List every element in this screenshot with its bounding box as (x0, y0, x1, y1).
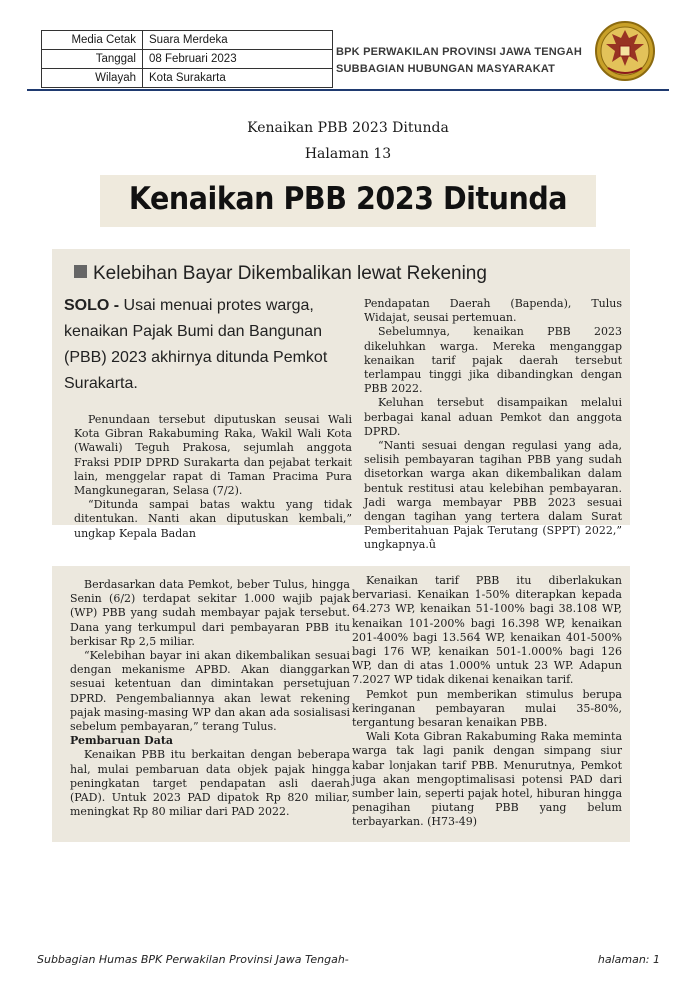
page-reference: Halaman 13 (304, 146, 392, 162)
paragraph: Berdasarkan data Pemkot, beber Tulus, hingga Senin (6/2) terdapat sekitar 1.000 wajib pajak (WP) PBB yang sudah membayar pajak tersebut. Dana yang terkumpul dari pembayaran PBB itu berkisar Rp 2,5 miliar. (70, 578, 350, 648)
paragraph: “Kelebihan bayar ini akan dikembalikan sesuai dengan mekanisme APBD. Akan dianggarkan sesuai ketentuan dan dimintakan persetujuan DPRD. Pengembaliannya akan lewat rekening pajak masing-masing WP dan akan ada sosialisasi sebelum pembayaran,” terang Tulus. (70, 649, 350, 734)
dateline: SOLO - (64, 297, 120, 314)
square-bullet-icon (74, 265, 87, 278)
paragraph: Kenaikan tarif PBB itu diberlakukan bervariasi. Kenaikan 1-50% diterapkan kepada 64.273 WP, kenaikan 51-100% bagi 38.108 WP, kenaikan 101-200% bagi 16.398 WP, kenaikan 201-400% bagi 13.564 WP, kenaikan 401-500% bagi 176 WP, kenaikan 501-1.000% bagi 126 WP, dan di atas 1.000% untuk 23 WP. Adapun 7.2027 WP tidak dikenai kenaikan tarif. (352, 574, 622, 687)
paragraph: “Ditunda sampai batas waktu yang tidak ditentukan. Nanti akan diputuskan kembali,” ungkap Kepala Badan (74, 498, 352, 540)
date-label: Tanggal (42, 50, 143, 69)
paragraph: Keluhan tersebut disampaikan melalui berbagai kanal aduan Pemkot dan anggota DPRD. (364, 396, 622, 438)
header-divider (27, 89, 669, 91)
article-column-2 (364, 297, 622, 553)
date-info-row (42, 50, 333, 69)
region-label: Wilayah (42, 69, 143, 88)
article-clipping-1 (52, 249, 630, 552)
lead-text: Usai menuai protes warga, kenaikan Pajak Bumi dan Bangunan (PBB) 2023 akhirnya ditunda Pemkot Surakarta. (64, 297, 328, 392)
paragraph: “Nanti sesuai dengan regulasi yang ada, selisih pembayaran tagihan PBB yang sudah disetorkan warga akan dikembalikan dalam bentuk restitusi atau kelebihan pembayaran. Jadi warga membayar PBB 2023 sesuai dengan tagihan yang tertera dalam Surat Pemberitahuan Pajak Terutang (SPPT) 2022,” ungkapnya.û (364, 439, 622, 552)
region-value: Kota Surakarta (143, 69, 333, 88)
date-value: 08 Februari 2023 (143, 50, 333, 69)
media-label: Media Cetak (42, 31, 143, 50)
article-clipping-2 (52, 566, 630, 842)
article-column-3 (70, 578, 350, 819)
media-value: Suara Merdeka (143, 31, 333, 50)
subhead-text: Kelebihan Bayar Dikembalikan lewat Rekening (93, 263, 487, 284)
footer-page-number: halaman: 1 (597, 953, 660, 966)
org-line-2: SUBBAGIAN HUBUNGAN MASYARAKAT (336, 63, 556, 75)
paragraph: Sebelumnya, kenaikan PBB 2023 dikeluhkan warga. Mereka menganggap kenaikan tarif pajak daerah tersebut terlampau tinggi jika dibandingkan dengan PBB 2022. (364, 325, 622, 396)
article-subhead (74, 263, 487, 285)
paragraph: Penundaan tersebut diputuskan seusai Wali Kota Gibran Rakabuming Raka, Wakil Wali Kota (Wawali) Teguh Prakosa, sejumlah anggota Fraksi PDIP DPRD Surakarta dan pejabat terkait lain, menggelar rapat di Taman Pracima Pura Mangkunegaran, Selasa (7/2). (74, 413, 352, 498)
article-column-1 (74, 413, 352, 541)
org-line-1: BPK PERWAKILAN PROVINSI JAWA TENGAH (336, 46, 582, 58)
paragraph: Kenaikan PBB itu berkaitan dengan beberapa hal, mulai pembaruan data objek pajak hingga peningkatan target pendapatan asli daerah (PAD). Untuk 2023 PAD dipatok Rp 820 miliar, meningkat Rp 80 miliar dari PAD 2022. (70, 748, 350, 819)
article-column-4 (352, 574, 622, 830)
garuda-emblem-icon (594, 18, 656, 84)
paragraph: Wali Kota Gibran Rakabuming Raka meminta warga tak lagi panik dengan simpang siur kabar lonjakan tarif PBB. Menurutnya, Pemkot juga akan mengoptimalisasi potensi PAD dari sumber lain, seperti pajak hotel, hiburan hingga penagihan piutang PBB yang belum terbayarkan. (H73-49) (352, 730, 622, 829)
media-info-row (42, 31, 333, 50)
region-info-row (42, 69, 333, 88)
media-info-table (41, 30, 333, 88)
document-title: Kenaikan PBB 2023 Ditunda (247, 120, 449, 136)
headline-clipping (100, 175, 596, 227)
section-subhead: Pembaruan Data (70, 734, 174, 748)
paragraph: Pendapatan Daerah (Bapenda), Tulus Widajat, seusai pertemuan. (364, 297, 622, 325)
article-lead (64, 293, 354, 397)
organization-name (336, 44, 582, 78)
footer-department: Subbagian Humas BPK Perwakilan Provinsi Jawa Tengah- (37, 953, 349, 966)
paragraph: Pemkot pun memberikan stimulus berupa keringanan pembayaran mulai 35-80%, tergantung besaran kenaikan PBB. (352, 687, 622, 730)
article-headline: Kenaikan PBB 2023 Ditunda (128, 181, 568, 217)
